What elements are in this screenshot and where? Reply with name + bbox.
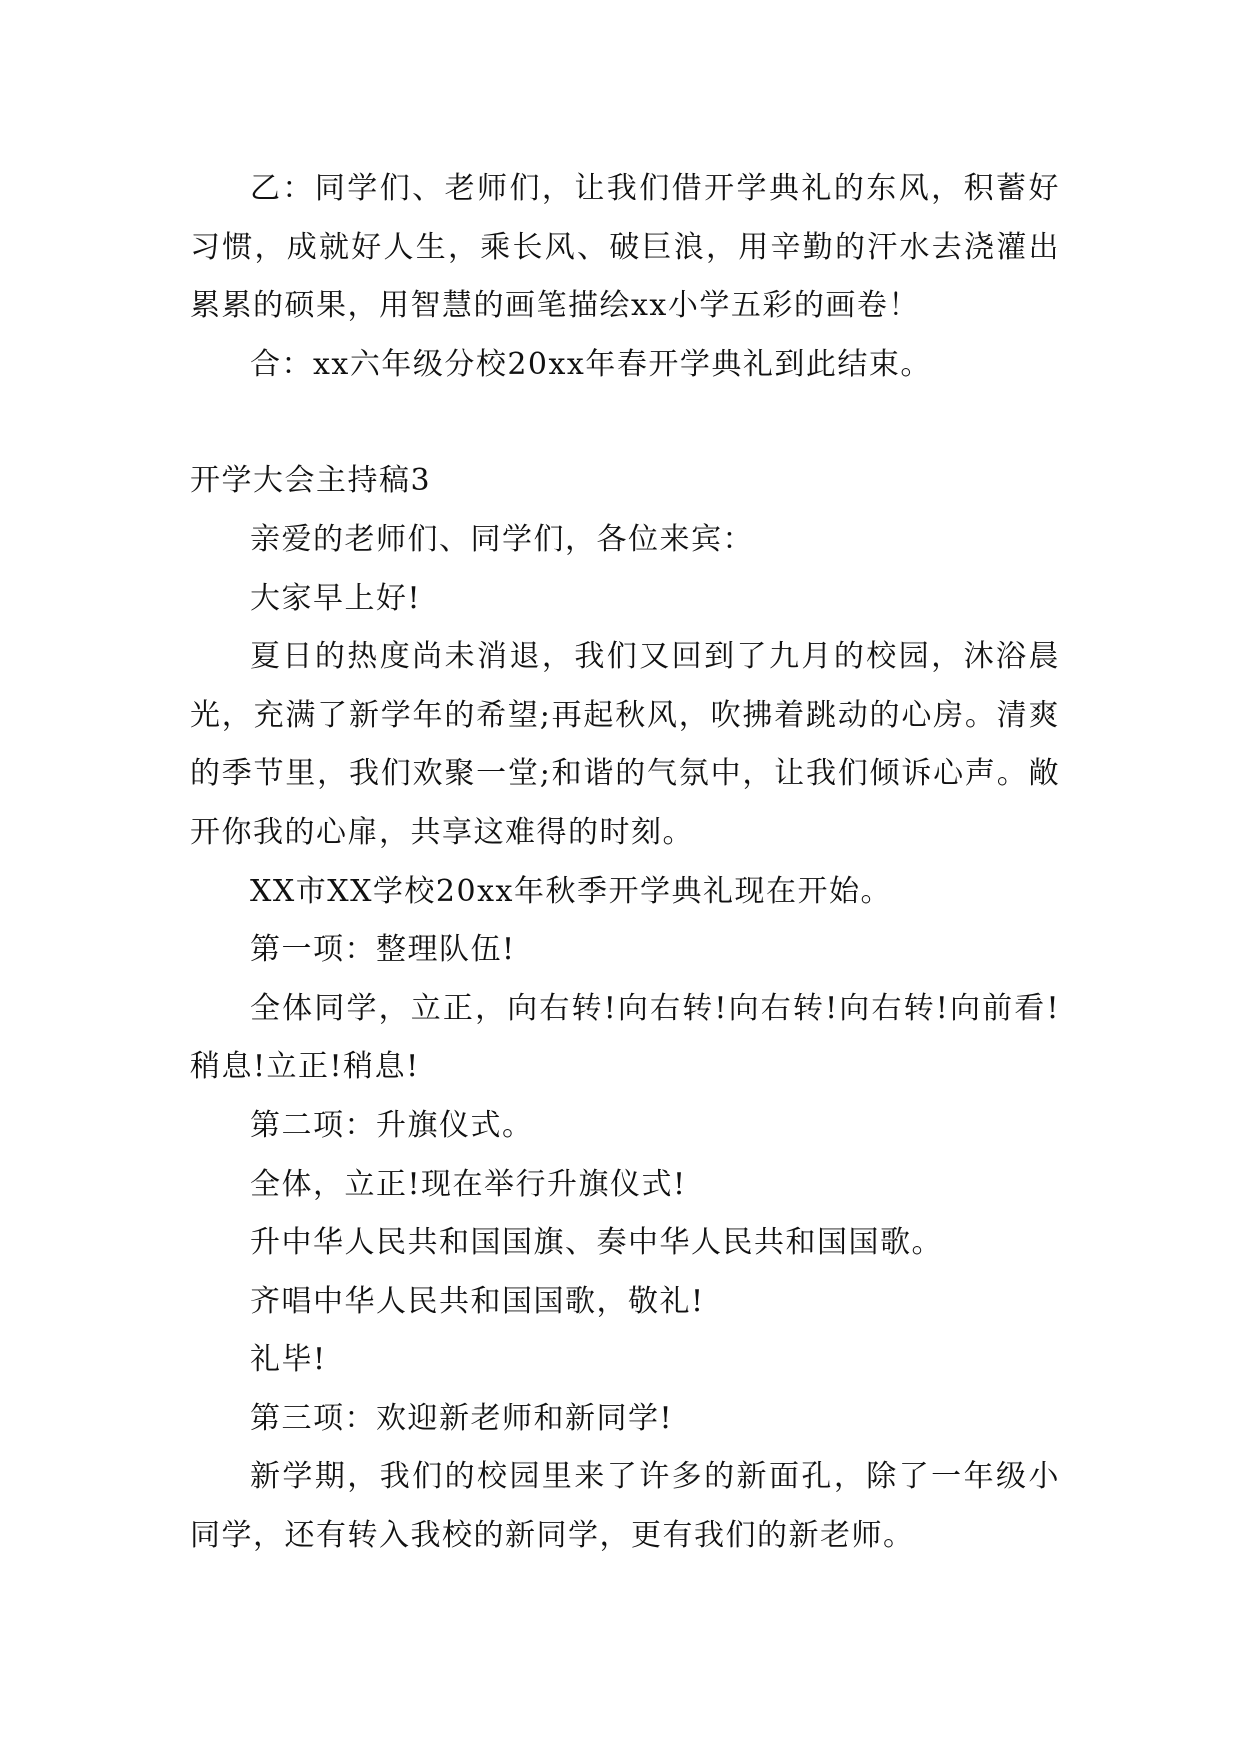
paragraph-commands: 全体同学，立正，向右转!向右转!向右转!向右转!向前看!稍息!立正!稍息! — [190, 990, 1060, 1085]
paragraph-intro: 夏日的热度尚未消退，我们又回到了九月的校园，沐浴晨光，充满了新学年的希望;再起秋风，吹拂着跳动的心房。清爽的季节里，我们欢聚一堂;和谐的气氛中，让我们倾诉心声。敞开你我的心扉，共享这难得的时刻。 — [190, 639, 1060, 850]
paragraph-salute-end: 礼毕! — [250, 1342, 327, 1378]
paragraph-new-faces: 新学期，我们的校园里来了许多的新面孔，除了一年级小同学，还有转入我校的新同学，更有我们的新老师。 — [190, 1459, 1060, 1554]
paragraph-flag-ceremony: 全体，立正!现在举行升旗仪式! — [250, 1166, 687, 1202]
paragraph-opening: XX市XX学校20xx年秋季开学典礼现在开始。 — [250, 873, 892, 909]
paragraph-good-morning: 大家早上好! — [250, 580, 422, 616]
paragraph-closing-he: 合：xx六年级分校20xx年春开学典礼到此结束。 — [250, 346, 932, 382]
paragraph-flag-anthem: 升中华人民共和国国旗、奏中华人民共和国国歌。 — [250, 1225, 943, 1261]
document-body — [190, 160, 1060, 1566]
paragraph-sing-anthem: 齐唱中华人民共和国国歌，敬礼! — [250, 1283, 705, 1319]
paragraph-item-three: 第三项：欢迎新老师和新同学! — [250, 1400, 674, 1436]
paragraph-greeting: 亲爱的老师们、同学们，各位来宾： — [250, 521, 754, 557]
paragraph-item-one: 第一项：整理队伍! — [250, 932, 516, 968]
paragraph-closing-yi: 乙：同学们、老师们，让我们借开学典礼的东风，积蓄好习惯，成就好人生，乘长风、破巨浪，用辛勤的汗水去浇灌出累累的硕果，用智慧的画笔描绘xx小学五彩的画卷！ — [190, 171, 1060, 324]
section-heading: 开学大会主持稿3 — [190, 463, 432, 499]
paragraph-item-two: 第二项：升旗仪式。 — [250, 1107, 534, 1143]
